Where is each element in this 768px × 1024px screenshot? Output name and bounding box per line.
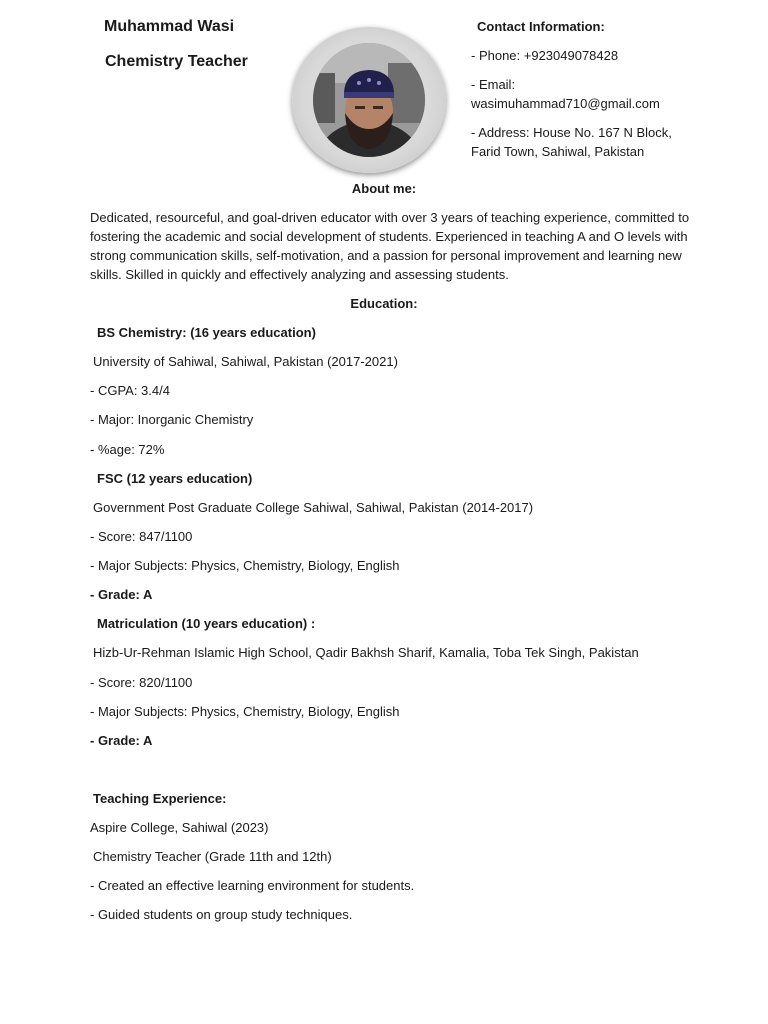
matric-title: Matriculation (10 years education) :: [97, 616, 316, 631]
contact-email-label: - Email:: [471, 77, 516, 92]
experience-employer: Aspire College, Sahiwal (2023): [90, 820, 269, 835]
profile-photo: [313, 43, 425, 157]
bs-percentage: - %age: 72%: [90, 442, 165, 457]
matric-subjects: - Major Subjects: Physics, Chemistry, Biology, English: [90, 704, 400, 719]
fsc-title: FSC (12 years education): [97, 471, 253, 486]
bs-major: - Major: Inorganic Chemistry: [90, 412, 254, 427]
fsc-institution: Government Post Graduate College Sahiwal, Sahiwal, Pakistan (2014-2017): [93, 500, 534, 515]
contact-address-line2: Farid Town, Sahiwal, Pakistan: [471, 144, 645, 159]
contact-address-line1: - Address: House No. 167 N Block,: [471, 125, 672, 140]
experience-role: Chemistry Teacher (Grade 11th and 12th): [93, 849, 332, 864]
contact-heading: Contact Information:: [477, 19, 605, 34]
fsc-score: - Score: 847/1100: [90, 529, 193, 544]
education-heading: Education:: [350, 296, 418, 311]
candidate-name: Muhammad Wasi: [104, 18, 235, 35]
matric-grade: - Grade: A: [90, 733, 153, 748]
experience-bullet-2: - Guided students on group study techniques.: [90, 907, 353, 922]
fsc-grade: - Grade: A: [90, 587, 153, 602]
matric-institution: Hizb-Ur-Rehman Islamic High School, Qadir Bakhsh Sharif, Kamalia, Toba Tek Singh, Pakistan: [93, 645, 639, 660]
bs-cgpa: - CGPA: 3.4/4: [90, 383, 170, 398]
fsc-subjects: - Major Subjects: Physics, Chemistry, Biology, English: [90, 558, 400, 573]
bs-title: BS Chemistry: (16 years education): [97, 325, 316, 340]
bs-institution: University of Sahiwal, Sahiwal, Pakistan (2017-2021): [93, 354, 398, 369]
candidate-title: Chemistry Teacher: [105, 53, 248, 70]
experience-heading: Teaching Experience:: [93, 791, 227, 806]
about-text: Dedicated, resourceful, and goal-driven educator with over 3 years of teaching experience, committed to fostering the academic and social development of students. Experienced in teaching A and O levels with strong communication skills, self-motivation, and a passion for personal improvement and learning new skills. Skilled in quickly and effectively analyzing and assessing students.: [90, 210, 690, 282]
about-heading: About me:: [351, 181, 417, 196]
experience-bullet-1: - Created an effective learning environment for students.: [90, 878, 415, 893]
contact-phone: - Phone: +923049078428: [471, 48, 619, 63]
profile-photo-frame: [292, 27, 446, 173]
matric-score: - Score: 820/1100: [90, 675, 193, 690]
contact-email: wasimuhammad710@gmail.com: [471, 96, 660, 111]
